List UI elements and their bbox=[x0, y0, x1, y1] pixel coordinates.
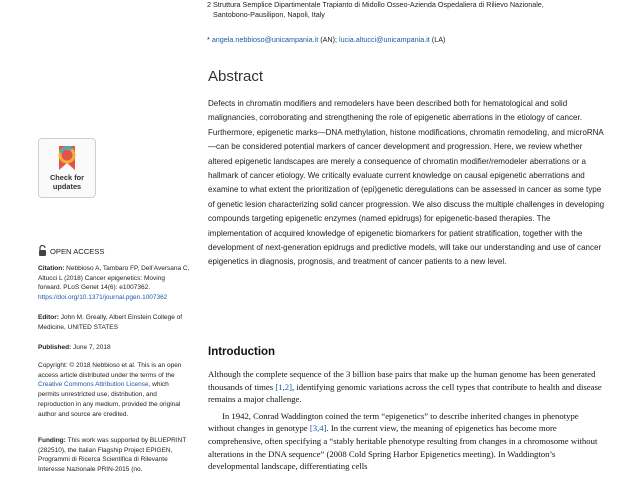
citation-label: Citation: bbox=[38, 265, 65, 272]
funding-label: Funding: bbox=[38, 437, 66, 444]
open-access-label: OPEN ACCESS bbox=[50, 247, 105, 256]
citation-doi-link[interactable]: https://doi.org/10.1371/journal.pgen.1007362 bbox=[38, 294, 168, 302]
funding-text: This work was supported by BLUEPRINT (282510), the Italian Flagship Project EPIGEN, Programmi di Ricerca Scientifica di Rilevante Interesse Nazionale PRIN-2015 (no. bbox=[38, 437, 187, 474]
email-tag-la: (LA) bbox=[431, 35, 446, 44]
bookmark-ribbon-icon bbox=[56, 144, 78, 172]
open-lock-icon bbox=[38, 245, 47, 256]
intro-paragraph-1 bbox=[208, 368, 606, 406]
badge-label bbox=[39, 173, 95, 191]
email-link-an[interactable]: angela.nebbioso@unicampania.it bbox=[211, 35, 319, 44]
editor-text: John M. Greally, Albert Einstein College of Medicine, UNITED STATES bbox=[38, 314, 183, 331]
badge-line-2: updates bbox=[52, 182, 82, 191]
funding bbox=[38, 436, 190, 475]
abstract-text: Defects in chromatin modifiers and remodelers have been described both for hematological and solid malignancies, corroborating and strengthening the role of epigenetic aberrations in the etiology of cancer. Furthermore, epigenetic marks—DNA methylation, histone modifications, chromatin remodeling, and microRNA—can be considered potential markers of cancer development and progression. Here, we review whether altered epigenetic landscapes are merely a consequence of chromatin modifier/remodeler aberrations or a hallmark of cancer etiology. We critically evaluate current knowledge on causal epigenetic aberrations and examine to what extent the prioritization of (epi)genetic deregulations can be assessed in cancer as some type of genetic lesion characterizing solid cancer progression. We also discuss the multiple challenges in developing compounds targeting epigenetic enzymes (named epidrugs) for epigenetic-based therapies. The implementation of acquired knowledge of epigenetic biomarkers for patient stratification, together with the development of next-generation epidrugs and predictive models, will take our understanding and use of cancer epigenetics in diagnosis, prognosis, and treatment of cancer patients to a new level. bbox=[208, 99, 605, 267]
email-link-la[interactable]: lucia.altucci@unicampania.it bbox=[339, 35, 430, 44]
intro-p2-text-b: . In the current view, the meaning of epigenetics has become more comprehensive, often specifying a “stably heritable phenotype resulting from changes in a chromosome without alterations in the DNA sequence” (2008 Cold Spring Harbor Epigenetics meeting). In Waddington’s developmental landscape, differentiating cells bbox=[208, 423, 598, 472]
badge-line-1: Check for bbox=[49, 173, 85, 182]
introduction-heading: Introduction bbox=[208, 346, 276, 358]
citation-text: Nebbioso A, Tambaro FP, Dell’Aversana C, Altucci L (2018) Cancer epigenetics: Moving forward. PLoS Genet 14(6): e1007362. bbox=[38, 265, 190, 292]
editor-label: Editor: bbox=[38, 314, 59, 321]
email-tag-an: (AN); bbox=[320, 35, 337, 44]
email-marker: * bbox=[207, 35, 210, 44]
affiliation-line-2: Santobono-Pausilipon, Napoli, Italy bbox=[213, 10, 325, 19]
intro-p1-text-a: Although the complete sequence of the 3 billion base pairs that make up the human genome has been generated thousands of times bbox=[208, 369, 596, 392]
abstract-heading: Abstract bbox=[208, 68, 264, 85]
published-date: June 7, 2018 bbox=[73, 344, 111, 351]
citation bbox=[38, 264, 190, 303]
affiliation bbox=[207, 0, 627, 20]
intro-paragraph-2 bbox=[208, 410, 606, 473]
copyright-text-b: , which permits unrestricted use, distribution, and reproduction in any medium, provided the original author and source are credited. bbox=[38, 381, 181, 418]
published bbox=[38, 343, 190, 353]
introduction-body bbox=[208, 368, 606, 473]
ref-link-3-4[interactable]: [3,4] bbox=[309, 423, 327, 434]
abstract-body bbox=[208, 97, 606, 270]
open-access bbox=[38, 245, 104, 256]
copyright bbox=[38, 361, 190, 419]
check-for-updates-badge[interactable] bbox=[38, 138, 96, 198]
corresponding-emails bbox=[207, 35, 627, 44]
editor bbox=[38, 313, 190, 332]
affiliation-line-1: 2 Struttura Semplice Dipartimentale Trapianto di Midollo Osseo-Azienda Ospedaliera di Rilievo Nazionale, bbox=[207, 0, 544, 9]
intro-p2-text-a: In 1942, Conrad Waddington coined the term “epigenetics” to describe inherited changes in phenotype without changes in genotype bbox=[208, 410, 579, 434]
ref-link-1-2[interactable]: [1,2] bbox=[275, 381, 292, 392]
published-label: Published: bbox=[38, 344, 72, 351]
copyright-text-a: Copyright: © 2018 Nebbioso et al. This is an open access article distributed under the terms of the bbox=[38, 362, 182, 379]
license-link[interactable]: Creative Commons Attribution License bbox=[38, 381, 149, 389]
intro-p1-text-b: , identifying genomic variations across the cell types that contribute to health and disease remains a major challenge. bbox=[208, 381, 602, 405]
